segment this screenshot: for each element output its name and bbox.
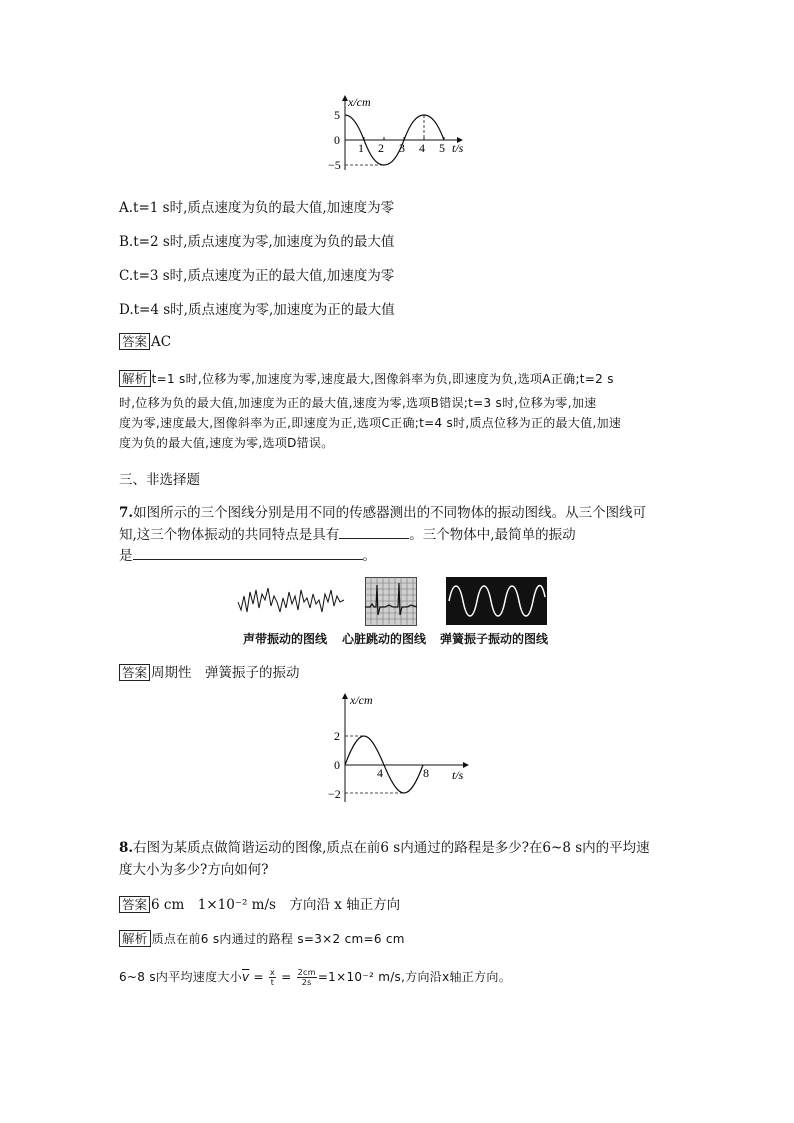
svg-text:−2: −2: [328, 787, 341, 801]
q7-line-1: 7.如图所示的三个图线分别是用不同的传感器测出的不同物体的振动图线。从三个图线可: [119, 505, 647, 521]
caption-heartbeat: 心脏跳动的图线: [342, 632, 427, 646]
svg-text:0: 0: [334, 758, 340, 772]
svg-text:2: 2: [378, 141, 384, 155]
caption-spring: 弹簧振子振动的图线: [440, 632, 549, 646]
heartbeat-waveform-image: [365, 577, 417, 626]
svg-text:2: 2: [334, 729, 340, 743]
analysis-tag: 解析: [119, 370, 151, 387]
graph-2: [325, 690, 475, 805]
q6-analysis-line-3: 度为零,速度最大,图像斜率为正,即速度为正,选项C正确;t=4 s时,质点位移为正的最大值,加速: [119, 416, 622, 430]
answer-tag: 答案: [119, 333, 150, 350]
svg-text:5: 5: [334, 108, 340, 122]
q6-analysis-line-1: 解析 t=1 s时,位移为零,加速度为零,速度最大,图像斜率为负,即速度为负,选项A正确;t=2 s: [119, 370, 614, 387]
q7-line-2: 知,这三个物体振动的共同特点是具有 。三个物体中,最简单的振动: [119, 527, 576, 543]
answer-tag: 答案: [119, 664, 150, 681]
q8-line-2: 度大小为多少?方向如何?: [119, 862, 269, 878]
svg-text:4: 4: [377, 766, 383, 780]
svg-text:0: 0: [334, 133, 340, 147]
graph-2-xlabel: t/s: [452, 768, 464, 782]
option-a: A.t=1 s时,质点速度为负的最大值,加速度为零: [119, 200, 395, 216]
svg-text:5: 5: [439, 141, 445, 155]
svg-text:3: 3: [399, 141, 405, 155]
q7-blank-2[interactable]: [133, 547, 363, 560]
q7-line-3: 是 。: [119, 548, 376, 564]
graph-1: [325, 92, 475, 174]
answer-tag: 答案: [119, 896, 150, 913]
analysis-tag: 解析: [119, 930, 151, 947]
q6-analysis-line-2: 时,位移为负的最大值,加速度为正的最大值,速度为零,选项B错误;t=3 s时,位移为零,加速: [119, 396, 597, 410]
option-c: C.t=3 s时,质点速度为正的最大值,加速度为零: [119, 268, 395, 284]
q7-blank-1[interactable]: [339, 526, 409, 539]
graph-1-xlabel: t/s: [452, 141, 464, 155]
graph-1-ylabel: x/cm: [348, 95, 371, 109]
caption-vocal-cord: 声带振动的图线: [243, 632, 328, 646]
q6-analysis-line-4: 度为负的最大值,速度为零,选项D错误。: [119, 436, 334, 450]
q8-answer: 答案 6 cm 1×10⁻² m/s 方向沿 x 轴正方向: [119, 893, 400, 913]
section-title: 三、非选择题: [119, 472, 200, 488]
q6-answer: 答案 AC: [119, 333, 171, 350]
svg-text:4: 4: [419, 141, 425, 155]
q7-answer: 答案 周期性 弹簧振子的振动: [119, 661, 300, 681]
graph-2-ylabel: x/cm: [350, 693, 373, 707]
svg-text:−5: −5: [328, 158, 341, 172]
vocal-cord-waveform-image: [236, 582, 348, 622]
svg-text:8: 8: [423, 766, 429, 780]
q8-analysis-line-2: 6~8 s内平均速度大小$\overline{v}$ = $\frac{x}{t}$ = $\frac{2cm}{2s}$ =1×10⁻² m/s,方向沿x轴正方向。: [119, 968, 512, 987]
q8-analysis-line-1: 解析 质点在前6 s内通过的路程 s=3×2 cm=6 cm: [119, 930, 405, 947]
q8-line-1: 8.右图为某质点做简谐运动的图像,质点在前6 s内通过的路程是多少?在6~8 s内的平均速: [119, 840, 650, 856]
option-b: B.t=2 s时,质点速度为零,加速度为负的最大值: [119, 234, 395, 250]
option-d: D.t=4 s时,质点速度为零,加速度为正的最大值: [119, 302, 395, 318]
spring-oscillator-waveform-image: [446, 577, 547, 625]
svg-text:1: 1: [358, 141, 364, 155]
